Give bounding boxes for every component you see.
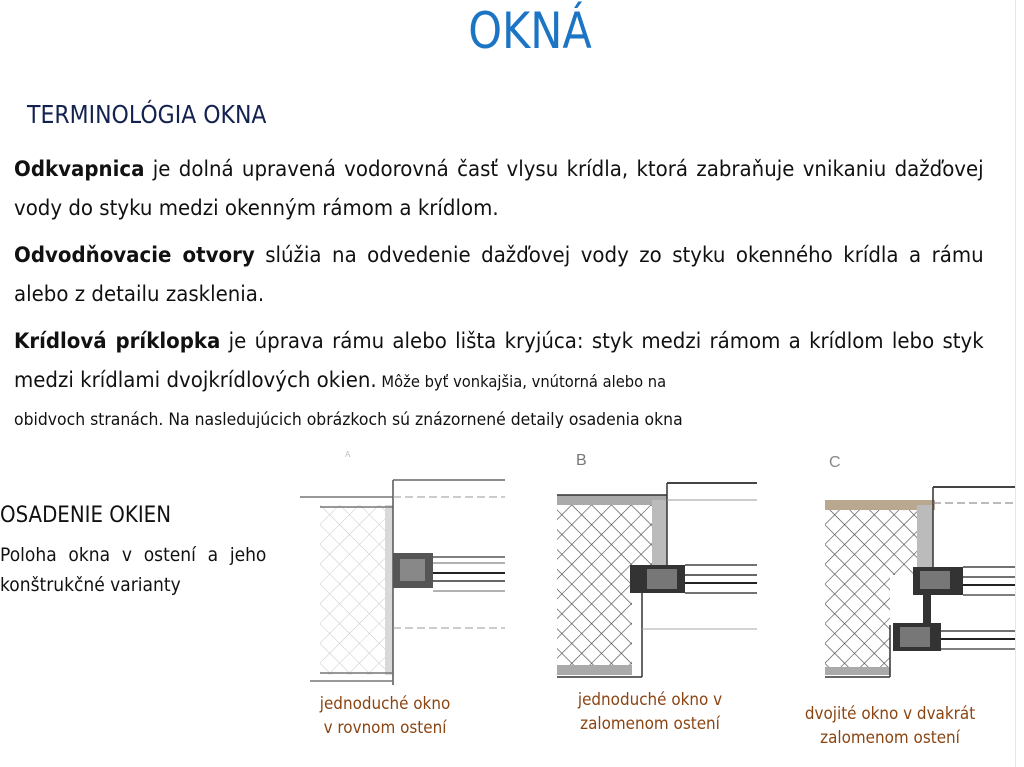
definition-text: slúžia na odvedenie dažďovej vody zo styku okenného krídla a rámu alebo z detailu zasklenia. xyxy=(14,243,984,307)
diagram-a-straight-reveal xyxy=(300,445,520,685)
caption-diagram-b xyxy=(558,688,742,736)
caption-line: zalomenom ostení xyxy=(820,728,960,747)
term-odvodnovacie-otvory: Odvodňovacie otvory xyxy=(14,243,255,268)
definition-text: je dolná upravená vodorovná časť vlysu krídla, ktorá zabraňuje vnikaniu dažďovej vody do styku medzi okenným rámom a krídlom. xyxy=(14,157,984,221)
definition-cut-text: obidvoch stranách. Na nasledujúcich obrázkoch sú znázornené detaily osadenia okna xyxy=(14,410,683,428)
term-odkvapnica: Odkvapnica xyxy=(14,157,145,182)
window-detail-drawing-a xyxy=(300,445,520,685)
caption-diagram-c xyxy=(789,702,991,750)
slide-title: OKNÁ xyxy=(468,2,592,60)
caption-line: dvojité okno v dvakrát xyxy=(804,704,976,723)
diagram-c-double-window xyxy=(805,445,1020,685)
paragraph-odvodnovacie-otvory xyxy=(14,236,984,314)
section-subtitle-terminology: TERMINOLÓGIA OKNA xyxy=(27,100,267,129)
window-detail-drawing-c xyxy=(805,445,1020,685)
paragraph-kridlova-priklopka xyxy=(14,322,984,428)
diagram-label-a: A xyxy=(345,450,351,459)
diagram-label-c: C xyxy=(829,454,841,471)
caption-diagram-a xyxy=(302,692,468,740)
caption-line: jednoduché okno v xyxy=(577,690,723,709)
diagram-label-b: B xyxy=(576,452,587,469)
caption-line: jednoduché okno xyxy=(319,694,451,713)
caption-line: v rovnom ostení xyxy=(323,718,447,737)
caption-line: zalomenom ostení xyxy=(580,714,720,733)
definition-small-text: Môže byť vonkajšia, vnútorná alebo na xyxy=(376,372,667,391)
section-heading-osadenie: OSADENIE OKIEN xyxy=(0,503,172,528)
diagram-b-rebated-reveal xyxy=(552,445,772,685)
section-description: Poloha okna v ostení a jeho konštrukčné varianty xyxy=(0,544,267,596)
window-detail-drawing-b xyxy=(552,445,772,685)
definition-text: je úprava rámu alebo lišta kryjúca: styk medzi rámom a krídlom lebo styk medzi krídlami dvojkrídlových okien. xyxy=(14,329,984,393)
paragraph-odkvapnica xyxy=(14,150,984,228)
term-kridlova-priklopka: Krídlová príklopka xyxy=(14,329,221,354)
